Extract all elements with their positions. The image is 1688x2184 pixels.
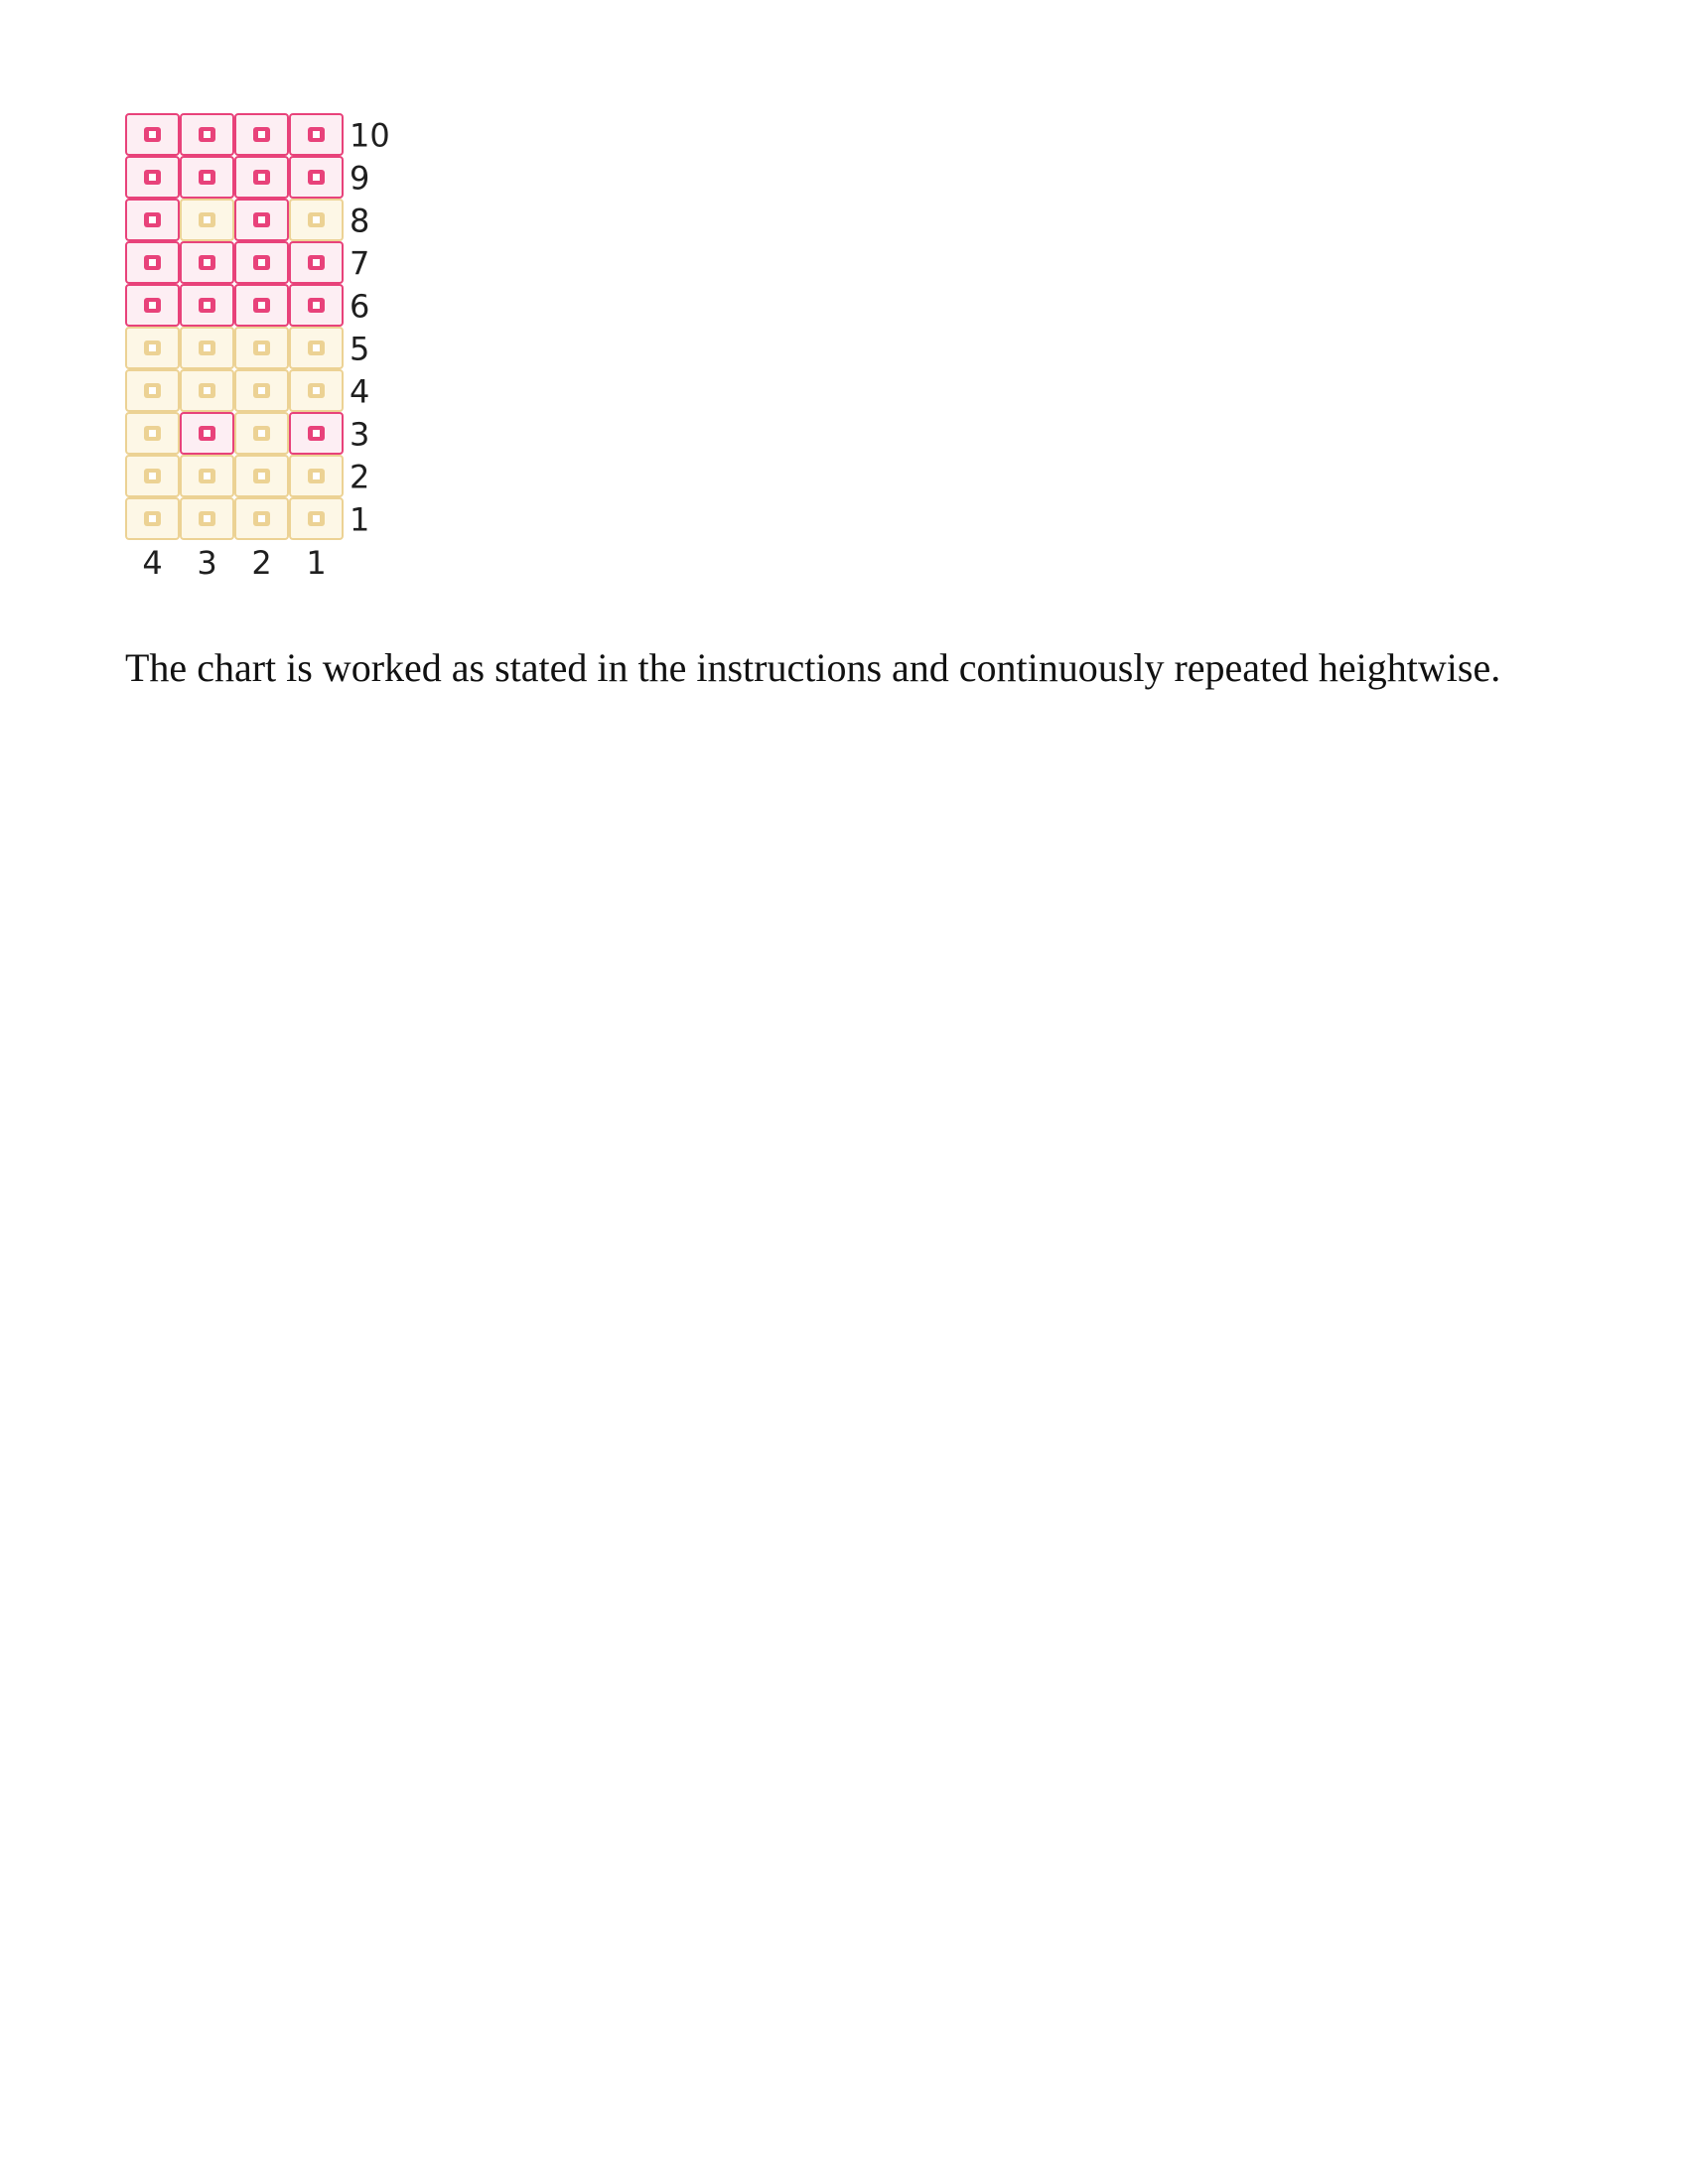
- stitch-symbol-center: [204, 302, 211, 309]
- stitch-symbol-center: [149, 344, 156, 351]
- stitch-symbol-center: [313, 302, 320, 309]
- stitch-symbol-center: [313, 344, 320, 351]
- stitch-symbol-center: [258, 387, 265, 394]
- stitch-symbol-center: [204, 216, 211, 223]
- stitch-symbol-center: [204, 473, 211, 479]
- column-number-label: 2: [251, 544, 272, 582]
- stitch-symbol-center: [149, 473, 156, 479]
- row-number-label: 1: [350, 500, 370, 539]
- column-number-label: 4: [142, 544, 163, 582]
- stitch-symbol-center: [313, 259, 320, 266]
- stitch-symbol-center: [204, 387, 211, 394]
- stitch-symbol-center: [258, 216, 265, 223]
- row-number-label: 9: [350, 159, 370, 198]
- stitch-symbol-center: [149, 131, 156, 138]
- chart-grid: [125, 113, 423, 600]
- stitch-symbol-center: [313, 387, 320, 394]
- row-number-label: 10: [350, 116, 390, 155]
- row-number-label: 6: [350, 287, 370, 326]
- stitch-symbol-center: [258, 430, 265, 437]
- row-number-label: 4: [350, 372, 370, 411]
- stitch-symbol-center: [313, 216, 320, 223]
- stitch-symbol-center: [258, 473, 265, 479]
- stitch-symbol-center: [149, 302, 156, 309]
- row-number-label: 5: [350, 330, 370, 368]
- row-number-label: 2: [350, 458, 370, 496]
- stitch-symbol-center: [313, 131, 320, 138]
- stitch-symbol-center: [149, 174, 156, 181]
- stitch-symbol-center: [204, 515, 211, 522]
- stitch-symbol-center: [313, 174, 320, 181]
- column-number-label: 1: [306, 544, 327, 582]
- stitch-symbol-center: [258, 515, 265, 522]
- stitch-symbol-center: [204, 131, 211, 138]
- stitch-symbol-center: [149, 430, 156, 437]
- stitch-symbol-center: [313, 430, 320, 437]
- column-number-label: 3: [197, 544, 217, 582]
- stitch-symbol-center: [204, 174, 211, 181]
- stitch-symbol-center: [204, 430, 211, 437]
- stitch-symbol-center: [258, 302, 265, 309]
- colorwork-chart: [125, 113, 423, 600]
- stitch-symbol-center: [204, 344, 211, 351]
- stitch-symbol-center: [149, 259, 156, 266]
- stitch-symbol-center: [258, 174, 265, 181]
- row-number-label: 8: [350, 202, 370, 240]
- stitch-symbol-center: [149, 216, 156, 223]
- stitch-symbol-center: [149, 515, 156, 522]
- stitch-symbol-center: [258, 259, 265, 266]
- row-number-label: 3: [350, 415, 370, 454]
- stitch-symbol-center: [258, 344, 265, 351]
- chart-caption: The chart is worked as stated in the instructions and continuously repeated heightwise.: [125, 645, 1501, 690]
- stitch-symbol-center: [313, 515, 320, 522]
- stitch-symbol-center: [258, 131, 265, 138]
- row-number-label: 7: [350, 244, 370, 283]
- stitch-symbol-center: [149, 387, 156, 394]
- stitch-symbol-center: [313, 473, 320, 479]
- stitch-symbol-center: [204, 259, 211, 266]
